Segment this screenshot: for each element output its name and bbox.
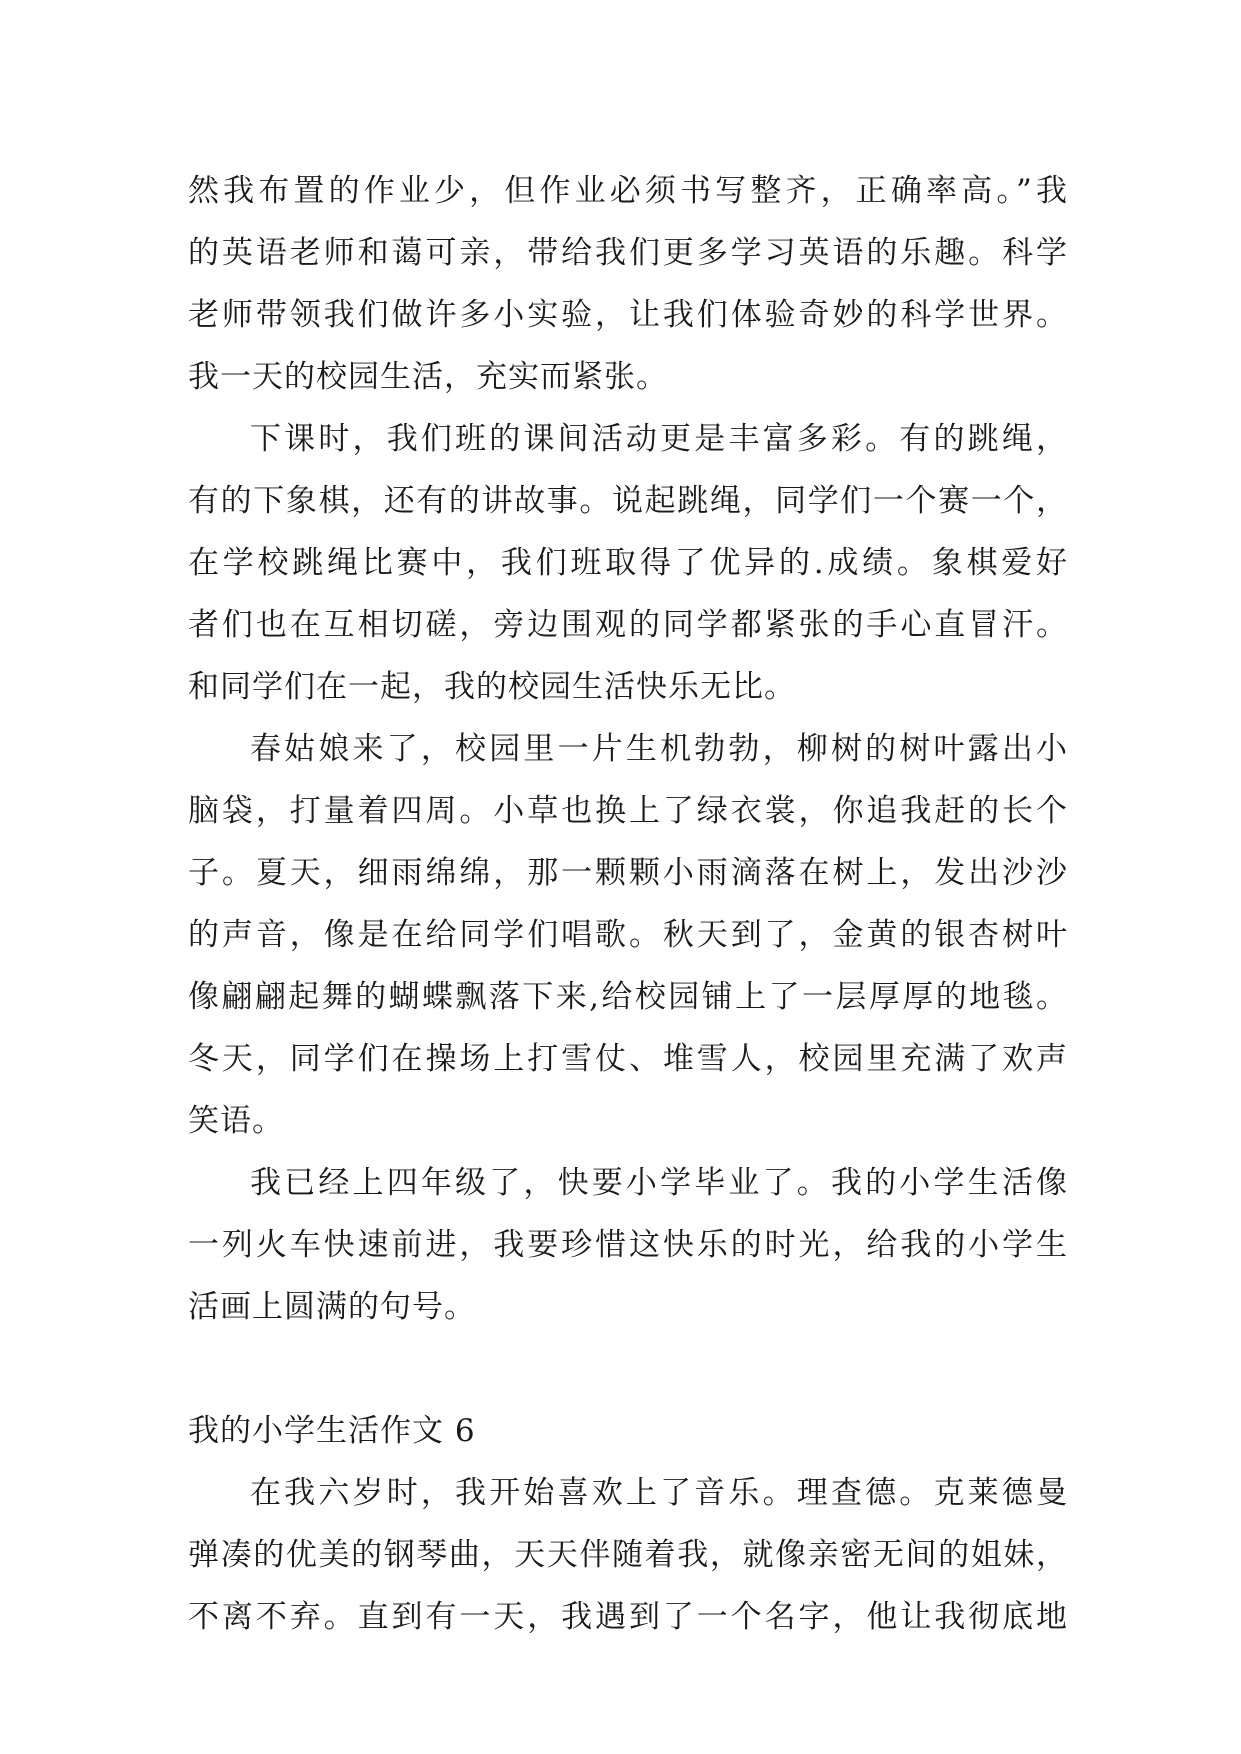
text-line: 活画上圆满的句号。 <box>188 1289 476 1325</box>
section-gap <box>188 1338 1068 1400</box>
text-line: 和同学们在一起，我的校园生活快乐无比。 <box>188 669 796 705</box>
text-line: 像翩翩起舞的蝴蝶飘落下来,给校园铺上了一层厚厚的地毯。 <box>188 979 1068 1015</box>
paragraph <box>188 408 1068 718</box>
text-line: 有的下象棋，还有的讲故事。说起跳绳，同学们一个赛一个， <box>188 483 1068 519</box>
text-line: 笑语。 <box>188 1103 284 1139</box>
text-line: 脑袋，打量着四周。小草也换上了绿衣裳，你追我赶的长个 <box>188 793 1068 829</box>
text-line: 我已经上四年级了，快要小学毕业了。我的小学生活像 <box>250 1165 1068 1201</box>
paragraph <box>188 1462 1068 1648</box>
text-line: 冬天，同学们在操场上打雪仗、堆雪人，校园里充满了欢声 <box>188 1041 1068 1077</box>
text-line: 春姑娘来了，校园里一片生机勃勃，柳树的树叶露出小 <box>250 731 1068 767</box>
section-title: 我的小学生活作文 6 <box>188 1413 476 1449</box>
text-line: 者们也在互相切磋，旁边围观的同学都紧张的手心直冒汗。 <box>188 607 1068 643</box>
text-line: 子。夏天，细雨绵绵，那一颗颗小雨滴落在树上，发出沙沙 <box>188 855 1068 891</box>
document-body <box>188 160 1068 1648</box>
text-line: 的声音，像是在给同学们唱歌。秋天到了，金黄的银杏树叶 <box>188 917 1068 953</box>
text-line: 我一天的校园生活，充实而紧张。 <box>188 359 668 395</box>
text-line: 不离不弃。直到有一天，我遇到了一个名字，他让我彻底地 <box>188 1599 1068 1635</box>
text-line: 老师带领我们做许多小实验，让我们体验奇妙的科学世界。 <box>188 297 1068 333</box>
text-line: 一列火车快速前进，我要珍惜这快乐的时光，给我的小学生 <box>188 1227 1068 1263</box>
text-line: 在我六岁时，我开始喜欢上了音乐。理查德。克莱德曼 <box>250 1475 1068 1511</box>
text-line: 在学校跳绳比赛中，我们班取得了优异的.成绩。象棋爱好 <box>188 545 1068 581</box>
paragraph <box>188 1152 1068 1338</box>
text-line: 然我布置的作业少，但作业必须书写整齐，正确率高。”我 <box>188 173 1068 209</box>
paragraph <box>188 160 1068 408</box>
text-line: 弹凑的优美的钢琴曲，天天伴随着我，就像亲密无间的姐妹， <box>188 1537 1068 1573</box>
text-line: 下课时，我们班的课间活动更是丰富多彩。有的跳绳， <box>250 421 1068 457</box>
paragraph <box>188 718 1068 1152</box>
text-line: 的英语老师和蔼可亲，带给我们更多学习英语的乐趣。科学 <box>188 235 1068 271</box>
